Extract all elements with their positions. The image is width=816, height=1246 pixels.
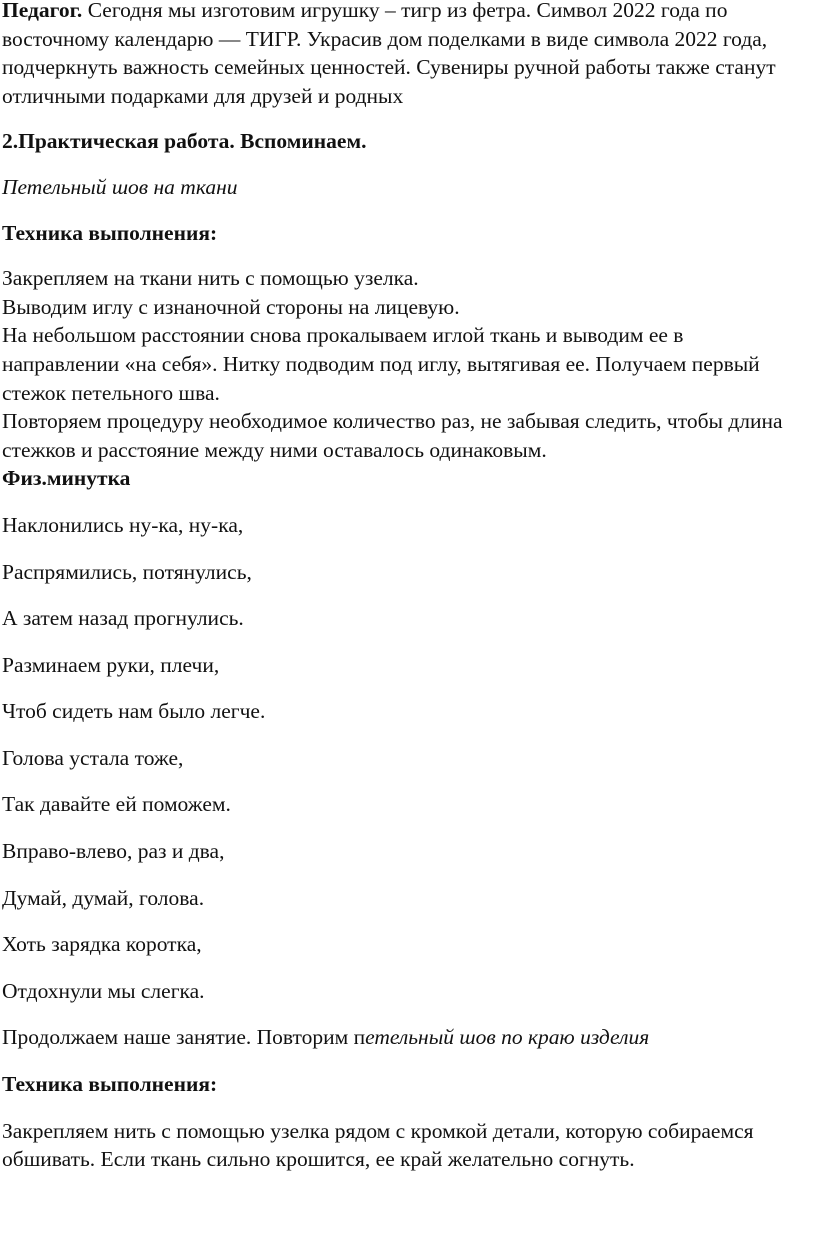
exercise-heading: Физ.минутка [2,466,131,491]
technique-step: Повторяем процедуру необходимое количество раз, не забывая следить, чтобы длина стежков и расстояние между ними оставалось одинаковым. [2,409,783,462]
verse-line: Вправо-влево, раз и два, [2,839,225,864]
verse-line: Распрямились, потянулись, [2,559,252,584]
continue-plain: Продолжаем наше занятие. Повторим п [2,1025,366,1050]
verse-line: Хоть зарядка коротка, [2,932,202,957]
verse-line: Разминаем руки, плечи, [2,652,220,677]
continue-italic: етельный шов по краю изделия [365,1025,650,1050]
technique-heading-2: Техника выполнения: [2,1072,218,1097]
verse-line: Чтоб сидеть нам было легче. [2,699,266,724]
technique-text-2: Закрепляем нить с помощью узелка рядом с кромкой детали, которую собираемся обшивать. Если ткань сильно крошится, ее край желательно согнуть. [2,1118,754,1172]
continue-paragraph [2,1023,804,1052]
verse-line: А затем назад прогнулись. [2,606,244,631]
intro-paragraph [2,0,804,110]
technique-step: Закрепляем на ткани нить с помощью узелка. [2,266,419,291]
verse-line: Отдохнули мы слегка. [2,978,205,1003]
verse-line: Думай, думай, голова. [2,885,205,910]
section-practice-heading: 2.Практическая работа. Вспоминаем. [2,129,367,154]
exercise-verse [2,511,804,1006]
technique-steps-1 [2,264,804,464]
intro-text: Сегодня мы изготовим игрушку – тигр из фетра. Символ 2022 года по восточному календарю — ТИГР. Украсив дом поделками в виде символа 2022 года, подчеркнуть важность семейных ценностей. Сувениры ручной работы также станут отличными подарками для друзей и родных [2,0,776,108]
verse-line: Наклонились ну-ка, ну-ка, [2,512,244,537]
stitch-title: Петельный шов на ткани [2,174,238,199]
intro-label: Педагог. [2,0,83,22]
technique-step: На небольшом расстоянии снова прокалываем иглой ткань и выводим ее в направлении «на себя». Нитку подводим под иглу, вытягивая ее. Получаем первый стежок петельного шва. [2,323,760,405]
verse-line: Голова устала тоже, [2,745,184,770]
technique-heading-1: Техника выполнения: [2,220,218,245]
verse-line: Так давайте ей поможем. [2,792,231,817]
technique-step: Выводим иглу с изнаночной стороны на лицевую. [2,294,460,319]
